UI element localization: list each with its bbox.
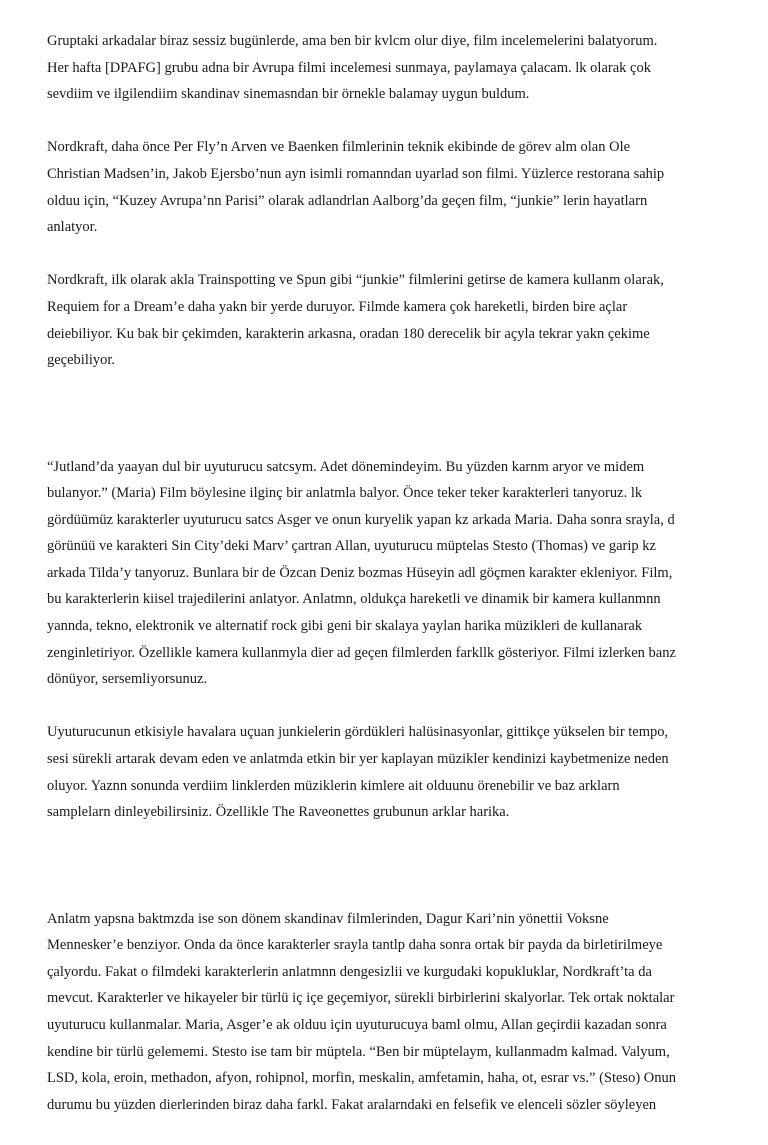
text-line: LSD, kola, eroin, methadon, afyon, rohipnol, morfin, meskalin, amfetamin, haha, ot, esrar vs.” (Steso) Onun <box>47 1070 676 1087</box>
text-line: kendine bir türlü gelememi. Stesto ise tam bir müptela. “Ben bir müptelaym, kullanmadm kalmad. Valyum, <box>47 1043 670 1060</box>
spacer <box>47 852 727 905</box>
text-line: olduu için, “Kuzey Avrupa’nn Parisi” olarak adlandrlan Aalborg’da geçen film, “junkie” lerin hayatlarn <box>47 192 648 209</box>
text-line: deiebiliyor. Ku bak bir çekimden, karakterin arkasna, oradan 180 derecelik bir açyla tekrar yakn çekime <box>47 325 650 342</box>
text-line: Uyuturucunun etkisiyle havalara uçuan junkielerin gördükleri halüsinasyonlar, gittikçe yükselen bir tempo, <box>47 724 669 741</box>
text-line: çalyordu. Fakat o filmdeki karakterlerin anlatmnn dengesizlii ve kurgudaki kopukluklar, Nordkraft’ta da <box>47 963 652 980</box>
paragraph-characters <box>47 454 727 693</box>
text-line: Christian Madsen’in, Jakob Ejersbo’nun ayn isimli romanndan uyarlad son filmi. Yüzlerce restorana sahip <box>47 165 665 182</box>
text-line: Gruptaki arkadalar biraz sessiz bugünlerde, ama ben bir kvlcm olur diye, film incelemelerini balatyorum. <box>47 33 658 49</box>
spacer <box>47 400 727 453</box>
paragraph-film-info <box>47 134 727 240</box>
text-line: Nordkraft, ilk olarak akla Trainspotting ve Spun gibi “junkie” filmlerini getirse de kamera kullanm olarak, <box>47 272 664 289</box>
text-line: Mennesker’e benziyor. Onda da önce karakterler srayla tantlp daha sonra ortak bir payda da birletirilmeye <box>47 937 663 954</box>
text-line: bu karakterlerin kiisel trajedilerini anlatyor. Anlatmn, oldukça hareketli ve dinamik bir kamera kullanmnn <box>47 591 661 608</box>
text-line: sevdiim ve ilgilendiim skandinav sinemasndan bir örnekle balamay uygun buldum. <box>47 86 530 103</box>
text-line: gördüümüz karakterler uyuturucu satcs Asger ve onun kuryelik yapan kz arkada Maria. Daha sonra srayla, d <box>47 511 675 528</box>
text-line: zenginletiriyor. Özellikle kamera kullanmyla dier ad geçen filmlerden farkllk gösteriyor. Filmi izlerken banz <box>47 644 676 661</box>
text-line: Her hafta [DPAFG] grubu adna bir Avrupa filmi incelemesi sunmaya, paylamaya çalacam. lk olarak çok <box>47 59 651 76</box>
paragraph-music <box>47 719 727 825</box>
text-line: sesi sürekli artarak devam eden ve anlatmda etkin bir yer kaplayan müzikler kendinizi kaybetmenize neden <box>47 751 669 768</box>
paragraph-narrative <box>47 906 727 1119</box>
text-line: bulanyor.” (Maria) Film böylesine ilginç bir anlatmla balyor. Önce teker teker karakterleri tanyoruz. lk <box>47 485 643 502</box>
text-line: görünüü ve karakteri Sin City’deki Marv’ çartran Allan, uyuturucu müptelas Stesto (Thomas) ve garip kz <box>47 538 656 555</box>
paragraph-camera <box>47 267 727 373</box>
paragraph-intro <box>47 28 727 108</box>
text-line: Nordkraft, daha önce Per Fly’n Arven ve Baenken filmlerinin teknik ekibinde de görev alm olan Ole <box>47 139 631 156</box>
document-body <box>47 28 727 1145</box>
text-line: samplelarn dinleyebilirsiniz. Özellikle The Raveonettes grubunun arklar harika. <box>47 804 510 821</box>
text-line: durumu bu yüzden dierlerinden biraz daha farkl. Fakat aralarndaki en felsefik ve elenceli sözler söyleyen <box>47 1096 657 1113</box>
text-line: Requiem for a Dream’e daha yakn bir yerde duruyor. Filmde kamera çok hareketli, birden bire açlar <box>47 298 628 315</box>
text-line: arkada Tilda’y tanyoruz. Bunlara bir de Özcan Deniz bozmas Hüseyin adl göçmen karakter ekleniyor. Film, <box>47 564 673 581</box>
text-line: oluyor. Yaznn sonunda verdiim linklerden müziklerin kimlere ait olduunu örenebilir ve baz arklarn <box>47 777 620 794</box>
text-line: dönüyor, sersemliyorsunuz. <box>47 671 208 688</box>
text-line: Anlatm yapsna baktmzda ise son dönem skandinav filmlerinden, Dagur Kari’nin yönettii Voksne <box>47 910 609 927</box>
text-line: geçebiliyor. <box>47 352 116 369</box>
text-line: uyuturucu kullanmalar. Maria, Asger’e ak olduu için uyuturucuya baml olmu, Allan geçirdii kazadan sonra <box>47 1016 667 1033</box>
text-line: yannda, tekno, elektronik ve alternatif rock gibi geni bir skalaya yaylan harika müzikleri de kullanarak <box>47 618 643 635</box>
text-line: “Jutland’da yaayan dul bir uyuturucu satcsym. Adet dönemindeyim. Bu yüzden karnm aryor ve midem <box>47 458 645 475</box>
text-line: anlatyor. <box>47 219 98 236</box>
text-line: mevcut. Karakterler ve hikayeler bir türlü iç içe geçemiyor, sürekli birbirlerini skalyorlar. Tek ortak noktalar <box>47 990 675 1007</box>
